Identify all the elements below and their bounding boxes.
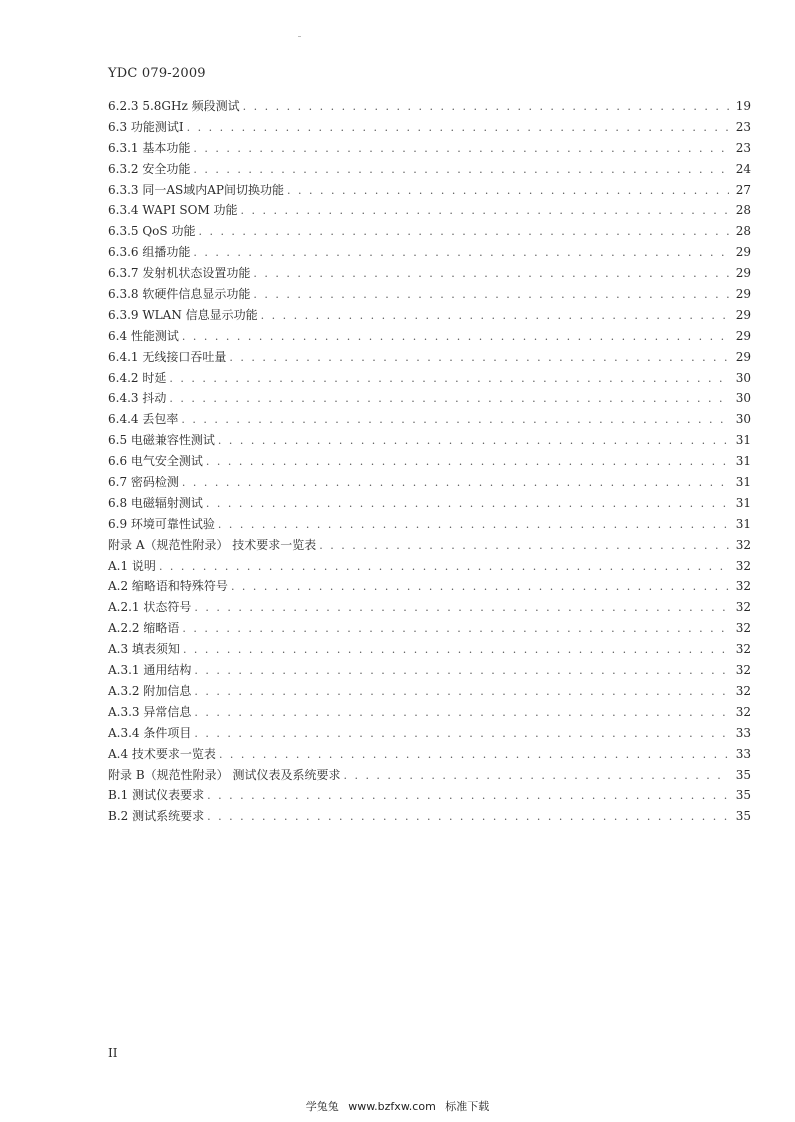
toc-entry-page: 33: [735, 746, 751, 761]
toc-entry[interactable]: [108, 744, 751, 765]
toc-dot-leader: [159, 557, 729, 578]
toc-entry[interactable]: [108, 765, 751, 786]
toc-dot-leader: [207, 786, 729, 807]
toc-entry-page: 27: [735, 182, 751, 197]
toc-entry-page: 29: [735, 245, 751, 260]
toc-entry-title: B.2 测试系统要求: [108, 809, 205, 824]
toc-dot-leader: [194, 598, 729, 619]
toc-dot-leader: [183, 640, 729, 661]
toc-entry[interactable]: [108, 514, 751, 535]
toc-entry-title: 6.4.4 丢包率: [108, 412, 179, 427]
toc-dot-leader: [182, 473, 729, 494]
toc-entry-title: 6.3.8 软硬件信息显示功能: [108, 287, 251, 302]
document-code: YDC 079-2009: [108, 66, 206, 81]
toc-entry-page: 29: [735, 307, 751, 322]
toc-entry-page: 31: [735, 454, 751, 469]
toc-entry[interactable]: [108, 660, 751, 681]
toc-entry-title: A.4 技术要求一览表: [108, 746, 216, 761]
toc-entry[interactable]: [108, 556, 751, 577]
toc-entry[interactable]: [108, 702, 751, 723]
toc-entry-title: 6.3.7 发射机状态设置功能: [108, 266, 251, 281]
toc-entry[interactable]: [108, 117, 751, 138]
toc-entry[interactable]: [108, 576, 751, 597]
toc-entry[interactable]: [108, 326, 751, 347]
toc-entry[interactable]: [108, 305, 751, 326]
toc-dot-leader: [194, 661, 729, 682]
toc-entry[interactable]: [108, 263, 751, 284]
toc-dot-leader: [194, 682, 729, 703]
toc-dot-leader: [253, 285, 729, 306]
toc-entry-title: 附录 A（规范性附录） 技术要求一览表: [108, 537, 317, 552]
toc-entry[interactable]: [108, 430, 751, 451]
toc-dot-leader: [198, 222, 729, 243]
toc-entry-page: 32: [735, 558, 751, 573]
toc-entry-title: 6.3.3 同一AS域内AP间切换功能: [108, 182, 284, 197]
toc-entry-title: A.3.3 异常信息: [108, 704, 192, 719]
toc-entry-title: 6.3.2 安全功能: [108, 161, 191, 176]
toc-entry[interactable]: [108, 242, 751, 263]
toc-entry[interactable]: [108, 388, 751, 409]
toc-entry-page: 35: [735, 809, 751, 824]
toc-entry-page: 31: [735, 475, 751, 490]
toc-entry[interactable]: [108, 221, 751, 242]
toc-dot-leader: [206, 494, 729, 515]
toc-entry-page: 29: [735, 349, 751, 364]
toc-entry-title: A.2 缩略语和特殊符号: [108, 579, 228, 594]
toc-dot-leader: [219, 745, 729, 766]
toc-entry-title: 6.5 电磁兼容性测试: [108, 433, 215, 448]
toc-entry[interactable]: [108, 409, 751, 430]
toc-entry[interactable]: [108, 723, 751, 744]
toc-dot-leader: [229, 348, 729, 369]
toc-entry[interactable]: [108, 451, 751, 472]
toc-entry[interactable]: [108, 785, 751, 806]
toc-entry-title: A.3.4 条件项目: [108, 725, 192, 740]
toc-dot-leader: [261, 306, 729, 327]
toc-entry[interactable]: [108, 368, 751, 389]
toc-entry-page: 35: [735, 767, 751, 782]
toc-entry-page: 32: [735, 704, 751, 719]
toc-dot-leader: [187, 118, 729, 139]
toc-dot-leader: [169, 369, 729, 390]
toc-entry-page: 32: [735, 579, 751, 594]
toc-entry[interactable]: [108, 159, 751, 180]
toc-dot-leader: [319, 536, 729, 557]
toc-dot-leader: [231, 577, 729, 598]
toc-dot-leader: [206, 452, 729, 473]
toc-entry-title: 6.7 密码检测: [108, 475, 179, 490]
toc-entry-title: 6.3.6 组播功能: [108, 245, 191, 260]
toc-entry-page: 32: [735, 621, 751, 636]
toc-entry-page: 29: [735, 328, 751, 343]
toc-entry-title: 6.4.2 时延: [108, 370, 167, 385]
toc-dot-leader: [287, 181, 729, 202]
toc-entry-title: 6.4.3 抖动: [108, 391, 167, 406]
toc-entry-page: 23: [735, 140, 751, 155]
toc-dot-leader: [182, 327, 729, 348]
toc-entry-title: 6.4 性能测试: [108, 328, 179, 343]
toc-dot-leader: [193, 160, 729, 181]
toc-entry-page: 23: [735, 119, 751, 134]
toc-dot-leader: [194, 724, 729, 745]
toc-entry-page: 19: [735, 99, 751, 113]
toc-entry-page: 30: [735, 412, 751, 427]
toc-entry-page: 33: [735, 725, 751, 740]
toc-entry[interactable]: [108, 639, 751, 660]
toc-dot-leader: [243, 97, 729, 118]
toc-entry-page: 32: [735, 683, 751, 698]
toc-entry[interactable]: [108, 180, 751, 201]
toc-dot-leader: [193, 243, 729, 264]
toc-entry-title: 6.3.1 基本功能: [108, 140, 191, 155]
toc-dot-leader: [181, 410, 729, 431]
toc-dot-leader: [343, 766, 729, 787]
toc-dot-leader: [193, 139, 729, 160]
table-of-contents: [108, 96, 751, 827]
toc-entry[interactable]: [108, 681, 751, 702]
toc-entry-page: 28: [735, 203, 751, 218]
toc-entry[interactable]: [108, 597, 751, 618]
toc-entry[interactable]: [108, 618, 751, 639]
toc-entry[interactable]: [108, 284, 751, 305]
toc-entry-title: A.2.1 状态符号: [108, 600, 192, 615]
toc-entry-page: 30: [735, 391, 751, 406]
toc-entry-title: A.3 填表须知: [108, 642, 180, 657]
toc-entry-page: 31: [735, 433, 751, 448]
toc-entry-title: 附录 B（规范性附录） 测试仪表及系统要求: [108, 767, 341, 782]
toc-entry-page: 35: [735, 788, 751, 803]
page-number: II: [108, 1046, 118, 1060]
toc-entry-page: 32: [735, 600, 751, 615]
toc-entry-page: 32: [735, 663, 751, 678]
toc-dot-leader: [169, 389, 729, 410]
toc-entry-title: 6.8 电磁辐射测试: [108, 495, 203, 510]
toc-entry[interactable]: [108, 138, 751, 159]
toc-entry-title: A.3.1 通用结构: [108, 663, 192, 678]
toc-entry-title: A.2.2 缩略语: [108, 621, 180, 636]
toc-entry[interactable]: [108, 806, 751, 827]
toc-entry[interactable]: [108, 347, 751, 368]
toc-dot-leader: [182, 619, 729, 640]
toc-entry-title: 6.3.5 QoS 功能: [108, 224, 196, 239]
toc-entry-page: 30: [735, 370, 751, 385]
toc-entry-title: B.1 测试仪表要求: [108, 788, 205, 803]
scan-mark: [298, 36, 301, 37]
toc-entry-title: 6.4.1 无线接口吞吐量: [108, 349, 227, 364]
toc-entry-page: 32: [735, 642, 751, 657]
toc-entry[interactable]: [108, 472, 751, 493]
toc-entry-title: 6.2.3 5.8GHz 频段测试: [108, 99, 240, 113]
toc-entry[interactable]: [108, 96, 751, 117]
toc-entry-page: 28: [735, 224, 751, 239]
footer-watermark: 学兔兔 www.bzfxw.com 标准下载: [305, 1100, 490, 1113]
toc-entry-page: 31: [735, 516, 751, 531]
toc-entry-page: 32: [735, 537, 751, 552]
toc-dot-leader: [218, 515, 729, 536]
toc-entry-title: 6.3.9 WLAN 信息显示功能: [108, 307, 258, 322]
toc-entry-title: A.1 说明: [108, 558, 156, 573]
toc-dot-leader: [194, 703, 729, 724]
toc-entry[interactable]: [108, 200, 751, 221]
toc-entry[interactable]: [108, 493, 751, 514]
toc-entry-page: 29: [735, 287, 751, 302]
toc-entry-title: 6.6 电气安全测试: [108, 454, 203, 469]
toc-dot-leader: [253, 264, 729, 285]
toc-dot-leader: [241, 201, 729, 222]
toc-entry-title: A.3.2 附加信息: [108, 683, 192, 698]
toc-entry-title: 6.3 功能测试I: [108, 119, 184, 134]
toc-entry-title: 6.3.4 WAPI SOM 功能: [108, 203, 238, 218]
toc-entry[interactable]: [108, 535, 751, 556]
toc-entry-page: 29: [735, 266, 751, 281]
toc-entry-page: 31: [735, 495, 751, 510]
toc-entry-title: 6.9 环境可靠性试验: [108, 516, 215, 531]
toc-entry-page: 24: [735, 161, 751, 176]
toc-dot-leader: [207, 807, 729, 828]
toc-dot-leader: [218, 431, 729, 452]
